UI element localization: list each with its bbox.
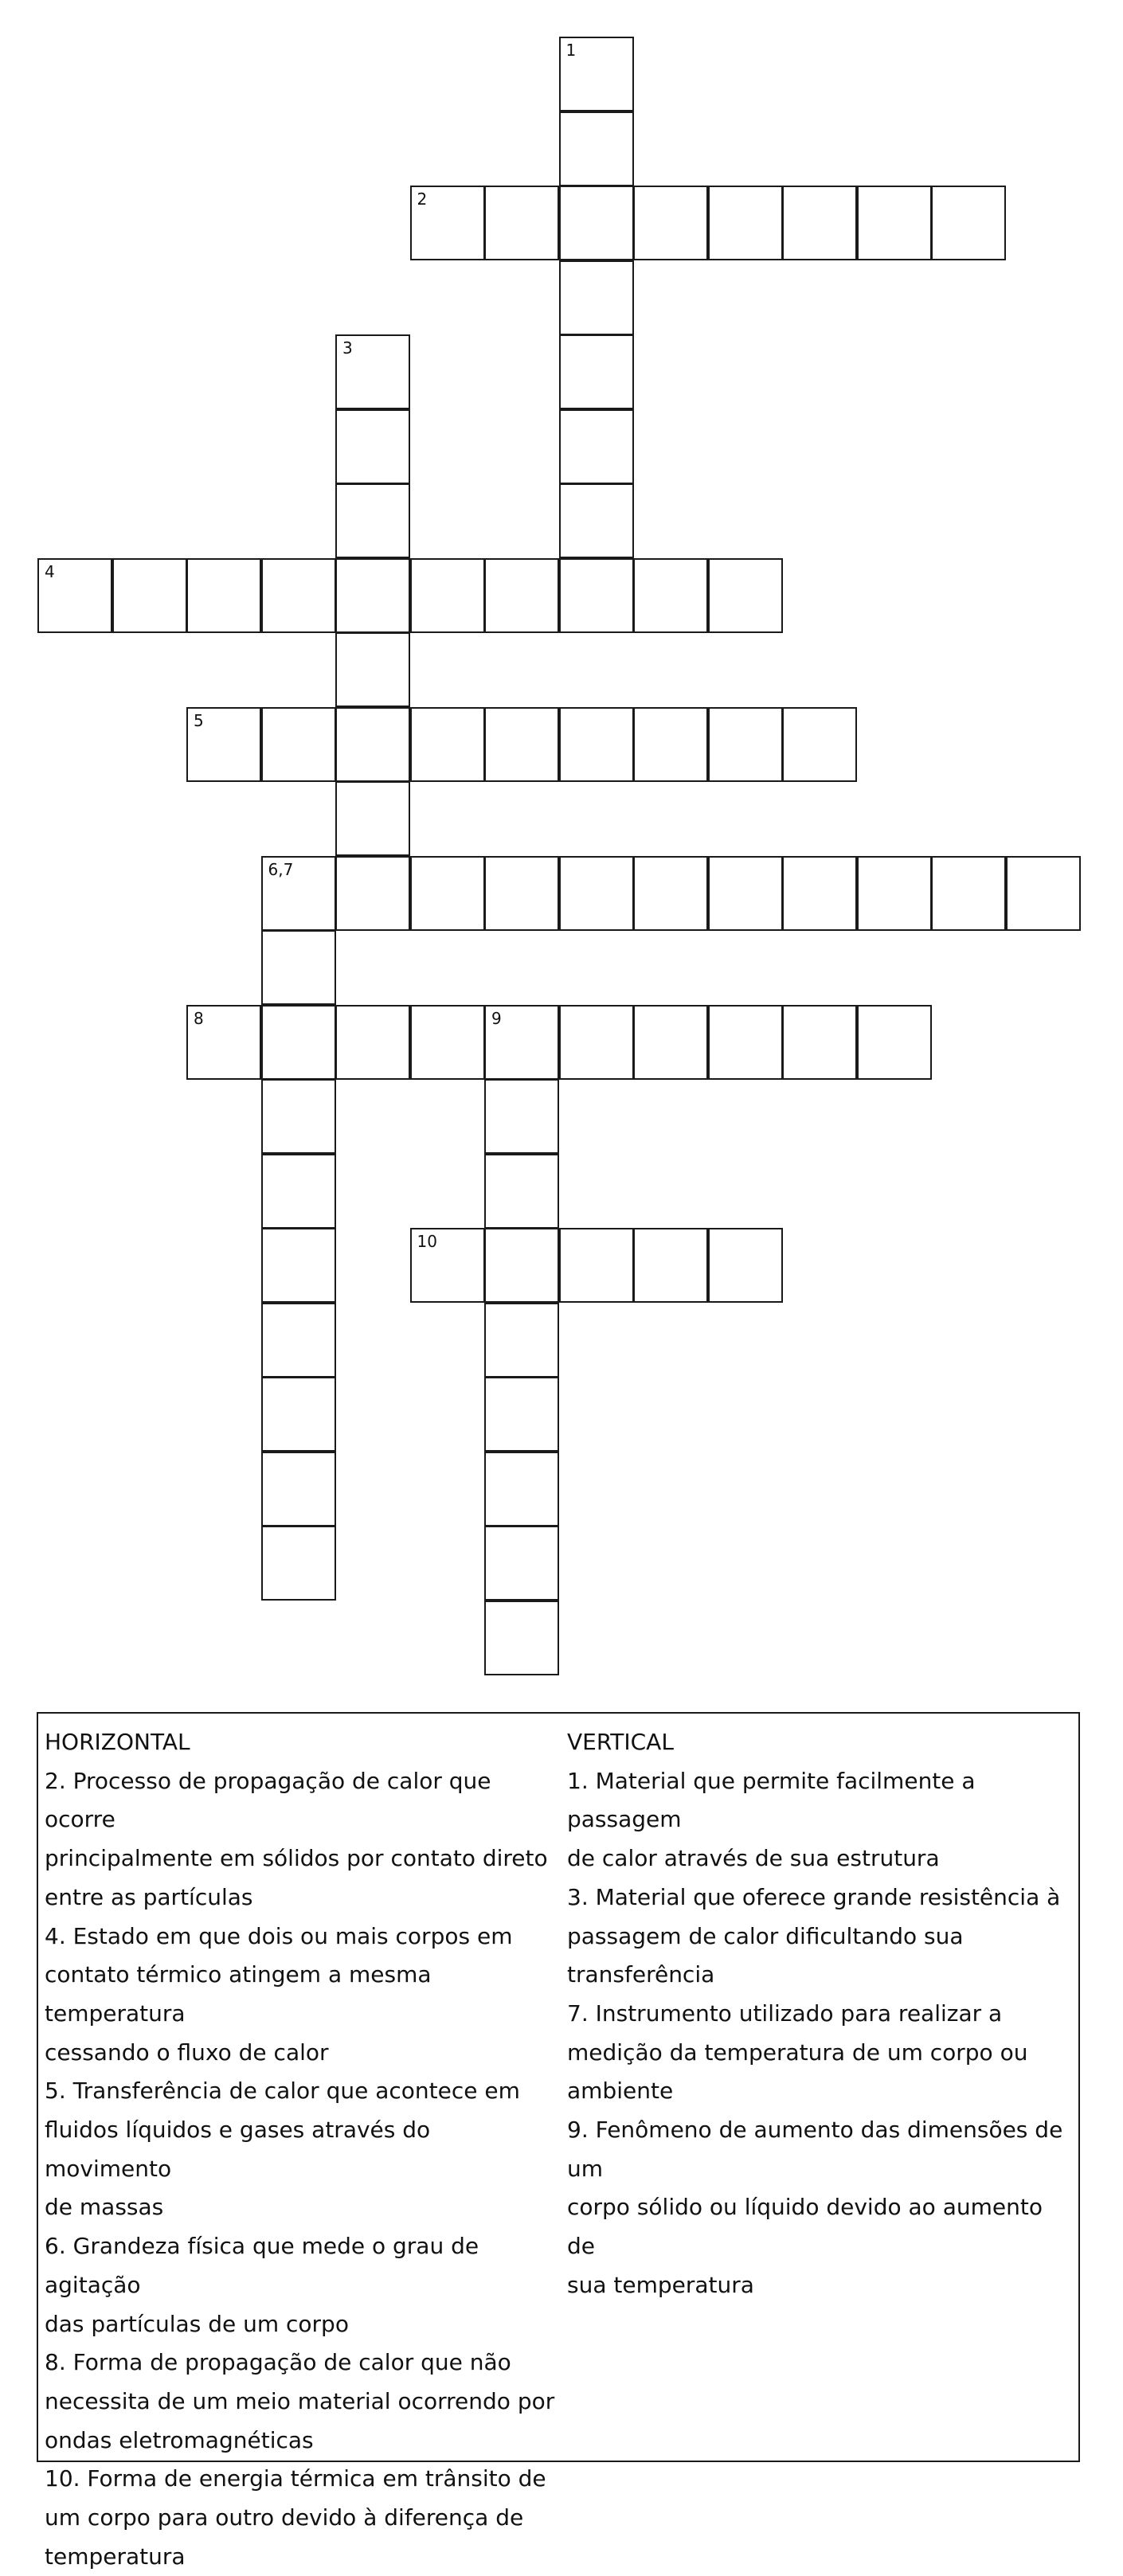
clue-number: 9 [491,1008,502,1028]
crossword-cell[interactable] [484,1154,559,1229]
vertical-clues [567,1723,1077,2305]
crossword-cell[interactable] [261,558,336,633]
crossword-cell[interactable] [559,856,634,931]
crossword-cell[interactable] [708,1005,783,1080]
clue-line: 9. Fenômeno de aumento das dimensões de um [567,2117,1063,2182]
crossword-cell[interactable] [857,186,932,260]
clue-line: passagem de calor dificultando sua [567,1922,964,1949]
crossword-cell[interactable] [484,856,559,931]
clue-line: de massas [45,2194,164,2221]
crossword-cell[interactable] [410,1228,485,1303]
crossword-cell[interactable] [484,1005,559,1080]
crossword-cell[interactable] [633,558,708,633]
crossword-cell[interactable] [261,930,336,1005]
crossword-cell[interactable] [410,707,485,782]
clue-number: 10 [417,1232,437,1251]
crossword-cell[interactable] [37,558,112,633]
crossword-cell[interactable] [708,558,783,633]
clue-line: 7. Instrumento utilizado para realizar a [567,1999,1003,2027]
clue-number: 6,7 [268,859,294,879]
crossword-cell[interactable] [484,558,559,633]
horizontal-clues [45,1723,562,2576]
crossword-cell[interactable] [335,334,410,409]
crossword-cell[interactable] [559,111,634,186]
clue-line: das partículas de um corpo [45,2310,349,2337]
crossword-cell[interactable] [857,856,932,931]
clue-number: 4 [45,561,55,581]
clue-line: 4. Estado em que dois ou mais corpos em [45,1922,513,1949]
crossword-cell[interactable] [708,707,783,782]
clue-line: entre as partículas [45,1883,253,1910]
crossword-cell[interactable] [559,1005,634,1080]
crossword-cell[interactable] [708,856,783,931]
clue-line: 8. Forma de propagação de calor que não [45,2349,511,2376]
crossword-cell[interactable] [186,558,261,633]
clue-box [37,1712,1080,2570]
clue-line: contato térmico atingem a mesma temperatura [45,1961,432,2027]
crossword-cell[interactable] [559,260,634,335]
crossword-cell[interactable] [559,409,634,484]
crossword-cell[interactable] [335,558,410,633]
clue-line: ondas eletromagnéticas [45,2426,314,2453]
crossword-cell[interactable] [857,1005,932,1080]
crossword-cell[interactable] [782,856,857,931]
clue-line: principalmente em sólidos por contato direto [45,1845,548,1872]
clue-line: 6. Grandeza física que mede o grau de agitação [45,2233,479,2298]
clue-number: 8 [194,1008,204,1028]
crossword-cell[interactable] [559,483,634,558]
crossword-cell[interactable] [261,1303,336,1378]
clue-line: cessando o fluxo de calor [45,2039,329,2066]
clue-line: 5. Transferência de calor que acontece em [45,2078,520,2105]
clue-line: ambiente [567,2078,674,2105]
clue-line: 2. Processo de propagação de calor que ocorre [45,1767,491,1833]
crossword-cell[interactable] [261,856,336,931]
crossword-cell[interactable] [782,186,857,260]
crossword-cell[interactable] [633,707,708,782]
crossword-cell[interactable] [559,37,634,111]
crossword-cell[interactable] [931,856,1006,931]
clue-number: 3 [342,338,353,358]
crossword-cell[interactable] [335,781,410,856]
clue-line: temperatura [45,2543,186,2570]
clue-line: 3. Material que oferece grande resistência à [567,1883,1061,1910]
clue-line: fluidos líquidos e gases através do movimento [45,2117,431,2182]
crossword-cell[interactable] [782,1005,857,1080]
crossword-cell[interactable] [633,186,708,260]
clue-number: 5 [194,710,204,730]
crossword-cell[interactable] [261,1005,336,1080]
clue-line: medição da temperatura de um corpo ou [567,2039,1028,2066]
crossword-cell[interactable] [410,1005,485,1080]
crossword-cell[interactable] [186,1005,261,1080]
crossword-cell[interactable] [484,186,559,260]
crossword-cell[interactable] [410,856,485,931]
crossword-cell[interactable] [633,1005,708,1080]
clue-number: 1 [565,41,577,60]
crossword-cell[interactable] [484,1228,559,1303]
crossword-cell[interactable] [186,707,261,782]
clue-line: de calor através de sua estrutura [567,1845,940,1872]
vertical-clues-title: VERTICAL [567,1729,674,1755]
crossword-cell[interactable] [484,1079,559,1154]
crossword-cell[interactable] [484,1526,559,1601]
crossword-cell[interactable] [335,632,410,707]
crossword-cell[interactable] [335,856,410,931]
crossword-cell[interactable] [335,1005,410,1080]
crossword-cell[interactable] [261,1526,336,1601]
crossword-cell[interactable] [261,1228,336,1303]
clue-line: transferência [567,1961,715,1988]
crossword-cell[interactable] [410,186,485,260]
crossword-cell[interactable] [708,1228,783,1303]
clue-line: necessita de um meio material ocorrendo por [45,2387,555,2414]
crossword-cell[interactable] [559,707,634,782]
crossword-cell[interactable] [484,1601,559,1675]
crossword-cell[interactable] [931,186,1006,260]
crossword-cell[interactable] [261,1079,336,1154]
crossword-cell[interactable] [112,558,187,633]
crossword-cell[interactable] [633,856,708,931]
crossword-cell[interactable] [335,707,410,782]
crossword-cell[interactable] [484,1377,559,1452]
crossword-cell[interactable] [484,1452,559,1526]
crossword-cell[interactable] [559,558,634,633]
crossword-cell[interactable] [261,1154,336,1229]
clue-line: 1. Material que permite facilmente a passagem [567,1767,976,1833]
crossword-cell[interactable] [261,1452,336,1526]
crossword-cell[interactable] [1006,856,1081,931]
crossword-cell[interactable] [484,707,559,782]
crossword-cell[interactable] [484,1303,559,1378]
crossword-cell[interactable] [559,334,634,409]
crossword-cell[interactable] [410,558,485,633]
clue-line: 10. Forma de energia térmica em trânsito de [45,2465,546,2492]
crossword-cell[interactable] [782,707,857,782]
clue-line: um corpo para outro devido à diferença de [45,2504,524,2531]
crossword-cell[interactable] [559,1228,634,1303]
crossword-cell[interactable] [261,1377,336,1452]
horizontal-clues-title: HORIZONTAL [45,1729,190,1755]
crossword-cell[interactable] [335,483,410,558]
crossword-cell[interactable] [559,186,634,260]
clue-number: 2 [417,190,428,209]
clue-line: sua temperatura [567,2271,754,2298]
crossword-cell[interactable] [261,707,336,782]
crossword-cell[interactable] [708,186,783,260]
crossword-cell[interactable] [335,409,410,484]
crossword-cell[interactable] [633,1228,708,1303]
clue-line: corpo sólido ou líquido devido ao aumento de [567,2194,1043,2260]
